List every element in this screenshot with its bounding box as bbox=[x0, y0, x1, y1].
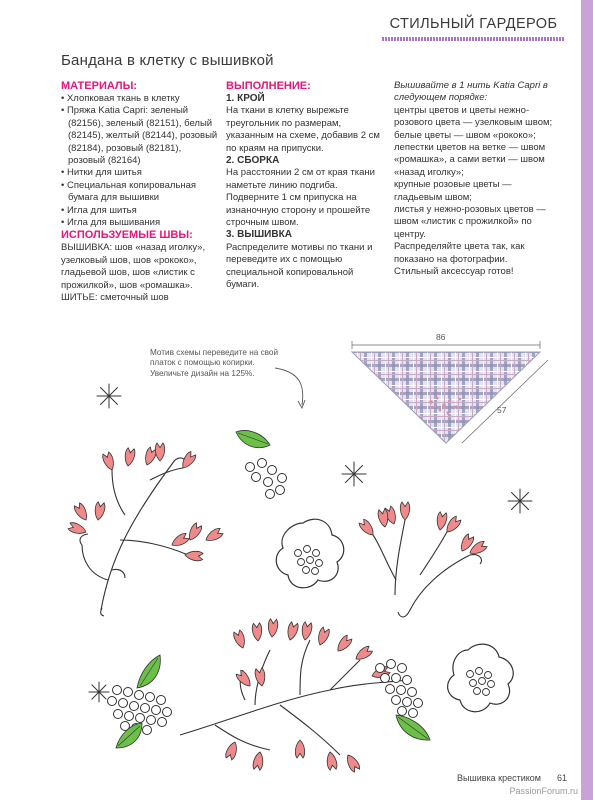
note-arrow bbox=[275, 368, 305, 408]
color-guide-line: Распределяйте цвета так, как показано на фотографии. bbox=[394, 241, 525, 265]
step-text: Распределите мотивы по ткани и переведите их с помощью специальной копировальной бумаги. bbox=[226, 241, 373, 291]
list-item: • Пряжа Katia Capri: зеленый (82156), зеленый (82151), белый (82145), желтый (82144), розовый (82184), розовый (82181), розовый (82164) bbox=[61, 105, 219, 167]
stitches-sewing: ШИТЬЕ: сметочный шов bbox=[61, 292, 169, 304]
materials-heading: МАТЕРИАЛЫ: bbox=[61, 80, 138, 92]
color-guide-line: белые цветы — швом «рококо»; bbox=[394, 129, 536, 141]
scheme-note: Мотив схемы переведите на свой платок с помощью копирки. Увеличьте дизайн на 125%. bbox=[150, 348, 279, 378]
section-heading: СТИЛЬНЫЙ ГАРДЕРОБ bbox=[389, 16, 558, 32]
branch-right bbox=[358, 502, 488, 617]
color-guide-line: листья у нежно-розовых цветов — швом «листик с прожилкой» по центру. bbox=[394, 204, 546, 240]
watermark: PassionForum.ru bbox=[509, 786, 578, 796]
list-item: • Специальная копировальная бумага для вышивки bbox=[61, 180, 219, 205]
step-title: 1. КРОЙ bbox=[226, 93, 265, 104]
branch-bottom bbox=[180, 619, 410, 773]
step-title: 2. СБОРКА bbox=[226, 155, 280, 167]
color-guide-line: Стильный аксессуар готов! bbox=[394, 266, 514, 278]
footer-page-number: 61 bbox=[556, 773, 567, 783]
color-guide-line: центры цветов и цветы нежно-розового цвета — узелковым швом; bbox=[394, 104, 553, 129]
outline-flower-center bbox=[276, 519, 343, 588]
list-item: • Нитки для шитья bbox=[61, 167, 219, 179]
instructions-heading: ВЫПОЛНЕНИЕ: bbox=[226, 80, 311, 92]
footer-magazine: Вышивка крестиком bbox=[457, 773, 541, 783]
color-guide-line: лепестки цветов на ветке — швом «ромашка», а сами ветки — швом «назад иголку»; bbox=[394, 142, 546, 178]
list-item: • Игла для вышивания bbox=[61, 217, 219, 229]
outline-flower-right bbox=[448, 644, 514, 712]
stitches-embroidery: ВЫШИВКА: шов «назад иголку», узелковый шов, шов «рококо», гладьевой шов, шов «листик с прожилкой», шов «ромашка». bbox=[61, 242, 206, 291]
dimension-side: 57 bbox=[497, 405, 507, 415]
bandana-diagram bbox=[352, 352, 540, 443]
dot-cluster-lower-left bbox=[108, 655, 172, 748]
stitches-heading: ИСПОЛЬЗУЕМЫЕ ШВЫ: bbox=[61, 229, 193, 242]
step-text: На расстоянии 2 см от края ткани наметьте линию подгиба. Подверните 1 см припуска на изнаночную сторону и прошейте строчным швом. bbox=[226, 167, 375, 229]
branch-left bbox=[67, 443, 223, 616]
step-title: 3. ВЫШИВКА bbox=[226, 229, 292, 241]
list-item: • Игла для шитья bbox=[61, 205, 219, 217]
step-text: На ткани в клетку вырежьте треугольник по размерам, указанным на схеме, добавив 2 см по краям на припуски. bbox=[226, 105, 380, 154]
dimension-top: 86 bbox=[436, 332, 446, 342]
dot-cluster-upper bbox=[236, 431, 287, 499]
color-guide-intro: Вышивайте в 1 нить Katia Capri в следующем порядке: bbox=[394, 80, 548, 104]
page-title: Бандана в клетку с вышивкой bbox=[61, 52, 274, 69]
list-item: • Хлопковая ткань в клетку bbox=[61, 93, 219, 105]
color-guide-line: крупные розовые цветы — гладьевым швом; bbox=[394, 179, 512, 203]
